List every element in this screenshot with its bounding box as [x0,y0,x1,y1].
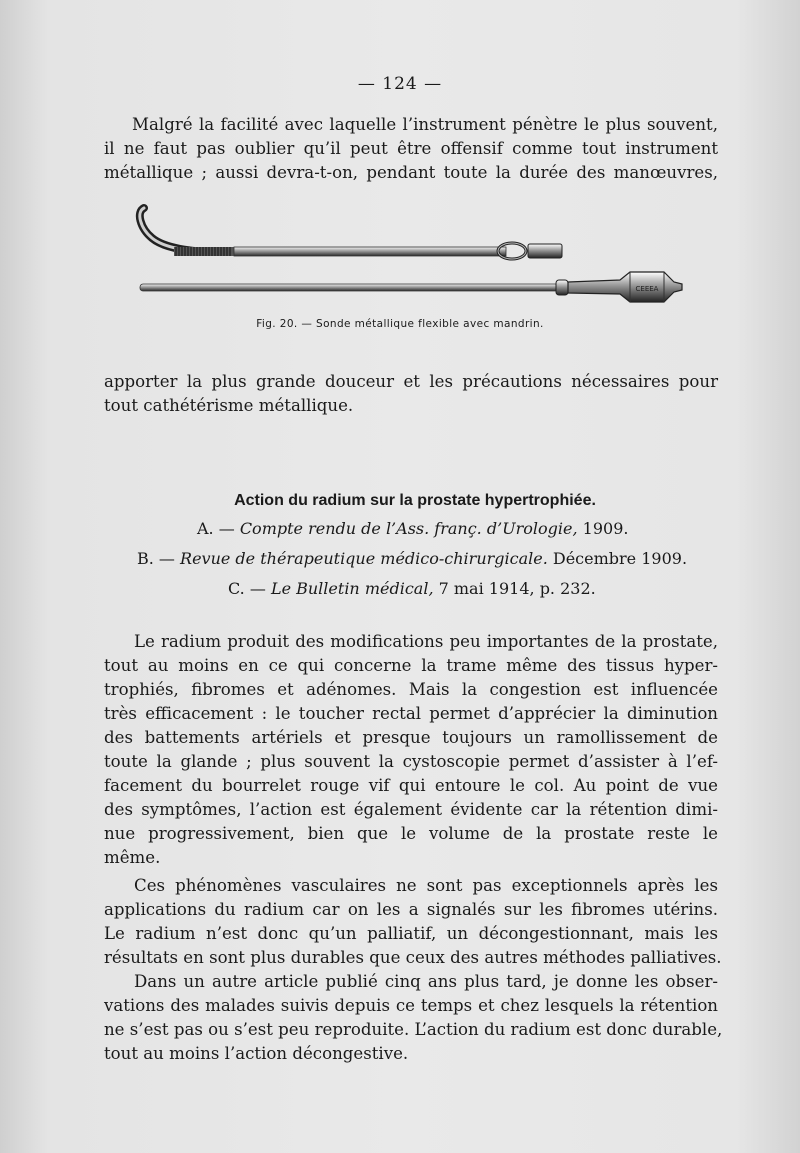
reference-date: 7 mai 1914, p. 232. [433,579,596,598]
reference-date: 1909. [577,519,629,538]
paragraph-line: des battements artériels et presque toujours un ramollissement de [104,728,718,747]
reference-source: Revue de thérapeutique médico-chirurgicale. [180,549,548,568]
paragraph-line: Le radium n’est donc qu’un palliatif, un décongestionnant, mais les [104,924,718,943]
mandrin-stylet [140,272,682,302]
paragraph-line: tout au moins l’action décongestive. [104,1044,409,1063]
paragraph-line: applications du radium car on les a signalés sur les fibromes utérins. [104,900,718,919]
section-title: Action du radium sur la prostate hypertrophiée. [234,492,596,509]
intro-line: métallique ; aussi devra-t-on, pendant toute la durée des manœuvres, [104,163,718,182]
paragraph-line: Le radium produit des modifications peu importantes de la prostate, [134,632,718,651]
paragraph-line: Ces phénomènes vasculaires ne sont pas exceptionnels après les [134,876,718,895]
page-number: — 124 — [357,74,443,94]
reference-date: Décembre 1909. [547,549,688,568]
paragraph-line: résultats en sont plus durables que ceux des autres méthodes palliatives. [104,948,722,967]
paragraph-line: très efficacement : le toucher rectal permet d’apprécier la diminution [104,704,718,723]
catheter-figure [130,198,690,308]
continuation-line: apporter la plus grande douceur et les précautions nécessaires pour [104,372,718,391]
catheter-sound [140,208,562,259]
intro-paragraph [104,113,718,185]
paragraph-2 [104,874,722,970]
paragraph-3 [104,970,723,1066]
paragraph-line: Dans un autre article publié cinq ans plus tard, je donne les obser- [134,972,718,991]
reference-c [228,579,596,598]
paragraph-line: tout au moins en ce qui concerne la trame même des tissus hyper- [104,656,718,675]
paragraph-line: facement du bourrelet rouge vif qui entoure le col. Au point de vue [104,776,718,795]
paragraph-1 [104,630,718,870]
reference-letter: B. — [137,549,181,568]
reference-a [197,519,628,538]
paragraph-line: toute la glande ; plus souvent la cystoscopie permet d’assister à l’ef- [104,752,718,771]
paragraph-line: des symptômes, l’action est également évidente car la rétention dimi- [104,800,718,819]
reference-source: Compte rendu de l’Ass. franç. d’Urologie, [239,519,578,538]
paragraph-line: vations des malades suivis depuis ce temps et chez lesquels la rétention [104,996,718,1015]
reference-letter: C. — [228,579,271,598]
handle-maker-mark: CEEEA [635,285,659,293]
paragraph-line: trophiés, fibromes et adénomes. Mais la congestion est influencée [104,680,718,699]
paragraph-line: nue progressivement, bien que le volume de la prostate reste le [104,824,718,843]
continuation-paragraph [104,370,718,418]
figure-caption: Fig. 20. — Sonde métallique flexible avec mandrin. [256,318,544,330]
paragraph-line: même. [104,848,161,867]
paragraph-line: ne s’est pas ou s’est peu reproduite. L’action du radium est donc durable, [104,1020,723,1039]
intro-line: il ne faut pas oublier qu’il peut être offensif comme tout instrument [104,139,718,158]
reference-b [137,549,687,568]
continuation-line: tout cathétérisme métallique. [104,396,354,415]
intro-line: Malgré la facilité avec laquelle l’instrument pénètre le plus souvent, [132,115,718,134]
reference-source: Le Bulletin médical, [270,579,434,598]
reference-letter: A. — [197,519,240,538]
